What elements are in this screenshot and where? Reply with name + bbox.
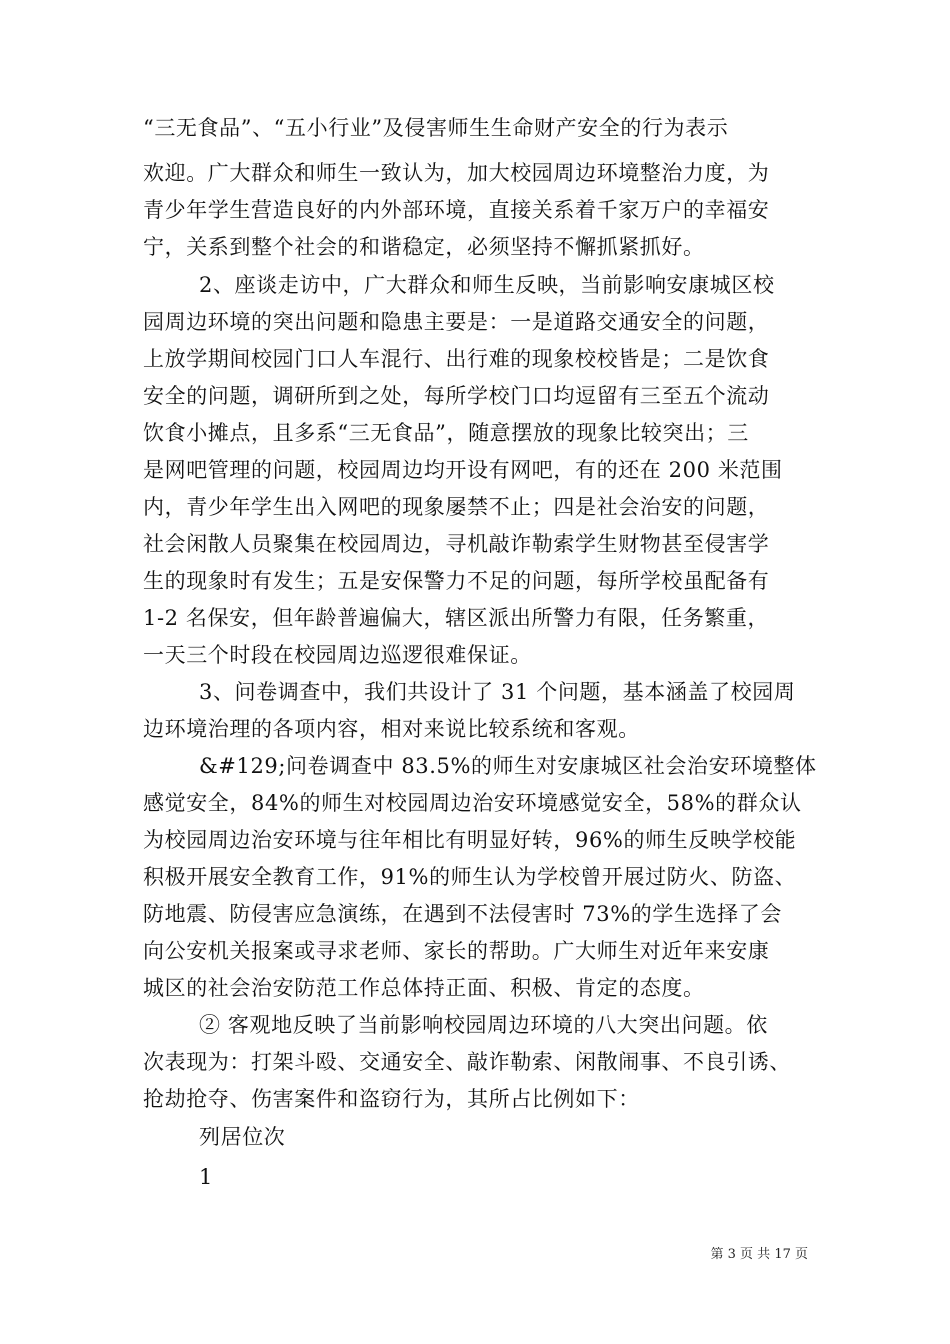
text-line-15: 一天三个时段在校园周边巡逻很难保证。 — [143, 643, 532, 667]
text-line-26: 次表现为：打架斗殴、交通安全、敲诈勒索、闲散闹事、不良引诱、 — [143, 1050, 791, 1074]
text-line-3: 青少年学生营造良好的内外部环境，直接关系着千家万户的幸福安 — [143, 198, 770, 222]
text-line-22: 防地震、防侵害应急演练，在遇到不法侵害时 73%的学生选择了会 — [143, 902, 782, 926]
text-line-14: 1-2 名保安，但年龄普遍偏大，辖区派出所警力有限，任务繁重， — [143, 606, 770, 630]
text-line-20: 为校园周边治安环境与往年相比有明显好转，96%的师生反映学校能 — [143, 828, 797, 852]
text-line-9: 饮食小摊点，且多系“三无食品”，随意摆放的现象比较突出；三 — [143, 421, 749, 445]
text-line-6: 园周边环境的突出问题和隐患主要是：一是道路交通安全的问题， — [143, 310, 770, 334]
text-line-13: 生的现象时有发生；五是安保警力不足的问题，每所学校虽配备有 — [143, 569, 770, 593]
text-line-29: 1 — [199, 1165, 213, 1189]
text-line-16: 3、问卷调查中，我们共设计了 31 个问题，基本涵盖了校园周 — [199, 680, 796, 704]
text-line-7: 上放学期间校园门口人车混行、出行难的现象校校皆是；二是饮食 — [143, 347, 770, 371]
text-line-11: 内，青少年学生出入网吧的现象屡禁不止；四是社会治安的问题， — [143, 495, 770, 519]
text-line-18: &#129;问卷调查中 83.5%的师生对安康城区社会治安环境整体 — [199, 754, 817, 778]
text-line-24: 城区的社会治安防范工作总体持正面、积极、肯定的态度。 — [143, 976, 705, 1000]
text-line-25: ② 客观地反映了当前影响校园周边环境的八大突出问题。依 — [199, 1013, 768, 1037]
page-number: 第 3 页 共 17 页 — [710, 1247, 808, 1262]
text-line-28: 列居位次 — [199, 1125, 286, 1149]
text-line-5: 2、座谈走访中，广大群众和师生反映，当前影响安康城区校 — [199, 273, 775, 297]
text-line-23: 向公安机关报案或寻求老师、家长的帮助。广大师生对近年来安康 — [143, 939, 770, 963]
text-line-12: 社会闲散人员聚集在校园周边，寻机敲诈勒索学生财物甚至侵害学 — [143, 532, 770, 556]
text-line-27: 抢劫抢夺、伤害案件和盗窃行为，其所占比例如下： — [143, 1087, 640, 1111]
text-line-2: 欢迎。广大群众和师生一致认为，加大校园周边环境整治力度，为 — [143, 161, 770, 185]
text-line-1: “三无食品”、“五小行业”及侵害师生生命财产安全的行为表示 — [143, 116, 729, 140]
text-line-8: 安全的问题，调研所到之处，每所学校门口均逗留有三至五个流动 — [143, 384, 770, 408]
text-line-19: 感觉安全，84%的师生对校园周边治安环境感觉安全，58%的群众认 — [143, 791, 802, 815]
text-line-4: 宁，关系到整个社会的和谐稳定，必须坚持不懈抓紧抓好。 — [143, 235, 705, 259]
text-line-21: 积极开展安全教育工作，91%的师生认为学校曾开展过防火、防盗、 — [143, 865, 797, 889]
text-line-17: 边环境治理的各项内容，相对来说比较系统和客观。 — [143, 717, 640, 741]
text-line-10: 是网吧管理的问题，校园周边均开设有网吧，有的还在 200 米范围 — [143, 458, 783, 482]
